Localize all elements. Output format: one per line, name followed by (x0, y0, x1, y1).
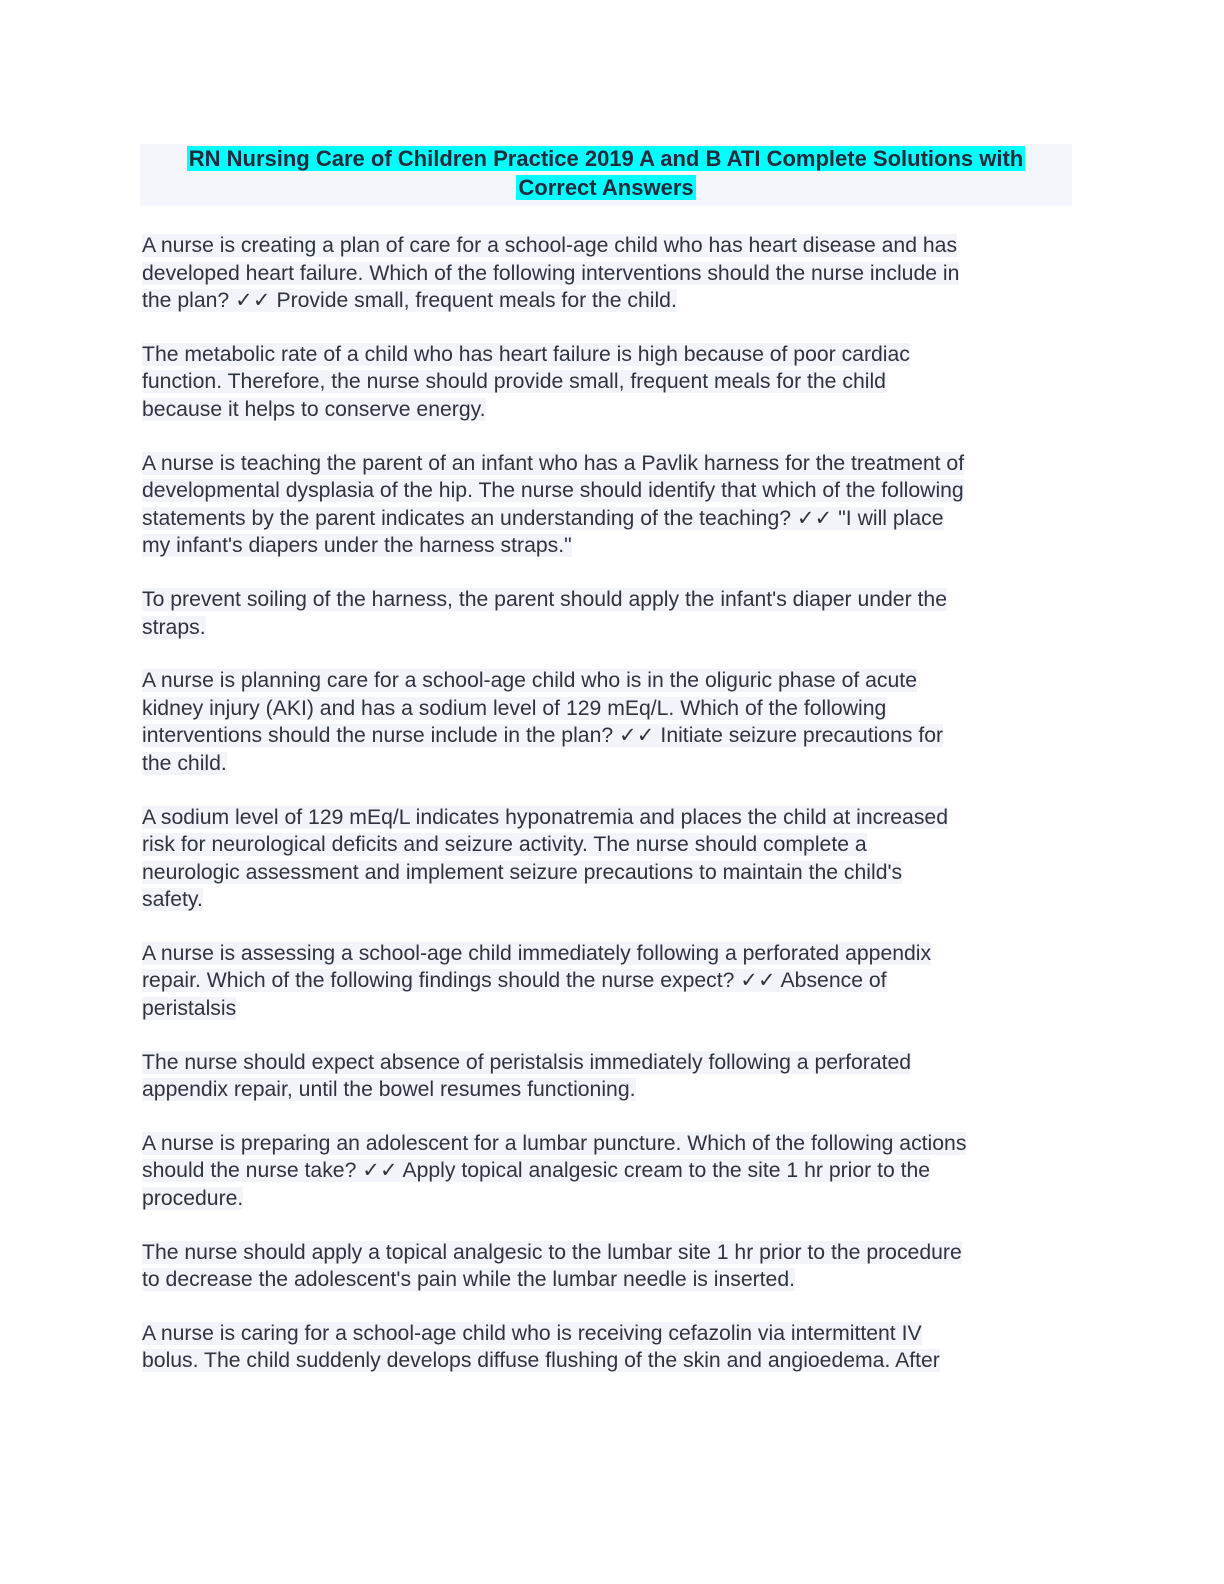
text-line: A nurse is planning care for a school-age child who is in the oliguric phase of acute (142, 669, 917, 693)
text-line: A nurse is assessing a school-age child immediately following a perforated appendix (142, 941, 932, 965)
text-line: To prevent soiling of the harness, the parent should apply the infant's diaper under the (142, 587, 947, 611)
title-line: Correct Answers (518, 175, 694, 200)
question-paragraph (142, 940, 1082, 1023)
text-line: A nurse is caring for a school-age child who is receiving cefazolin via intermittent IV (142, 1321, 922, 1345)
text-line: peristalsis (142, 997, 237, 1021)
text-line: A nurse is creating a plan of care for a school-age child who has heart disease and has (142, 234, 958, 257)
text-line: bolus. The child suddenly develops diffuse flushing of the skin and angioedema. After (142, 1349, 940, 1373)
question-paragraph (142, 450, 1082, 560)
text-line: A nurse is teaching the parent of an infant who has a Pavlik harness for the treatment of (142, 451, 965, 475)
document-body (142, 232, 1082, 1401)
text-line: risk for neurological deficits and seizure activity. The nurse should complete a (142, 833, 867, 857)
question-paragraph (142, 667, 1082, 777)
text-line: function. Therefore, the nurse should provide small, frequent meals for the child (142, 370, 886, 394)
text-line: A sodium level of 129 mEq/L indicates hyponatremia and places the child at increased (142, 805, 948, 829)
question-paragraph (142, 232, 1082, 315)
text-line: repair. Which of the following findings should the nurse expect? ✓✓ Absence of (142, 969, 887, 993)
text-line: the child. (142, 751, 227, 775)
explanation-paragraph (142, 1320, 1082, 1375)
explanation-paragraph (142, 1239, 1082, 1294)
text-line: should the nurse take? ✓✓ Apply topical analgesic cream to the site 1 hr prior to the (142, 1159, 931, 1183)
text-line: The nurse should apply a topical analgesic to the lumbar site 1 hr prior to the procedure (142, 1240, 962, 1264)
question-paragraph (142, 1130, 1082, 1213)
text-line: to decrease the adolescent's pain while the lumbar needle is inserted. (142, 1268, 796, 1292)
text-line: procedure. (142, 1187, 244, 1211)
title-line: RN Nursing Care of Children Practice 2019 A and B ATI Complete Solutions with (188, 146, 1024, 171)
text-line: neurologic assessment and implement seizure precautions to maintain the child's (142, 860, 903, 884)
text-line: safety. (142, 888, 203, 912)
text-line: straps. (142, 615, 206, 639)
explanation-paragraph (142, 1049, 1082, 1104)
explanation-paragraph (142, 341, 1082, 424)
text-line: the plan? ✓✓ Provide small, frequent meals for the child. (142, 289, 677, 313)
text-line: developmental dysplasia of the hip. The nurse should identify that which of the following (142, 479, 964, 503)
text-line: The nurse should expect absence of peristalsis immediately following a perforated (142, 1050, 912, 1074)
explanation-paragraph (142, 586, 1082, 641)
text-line: my infant's diapers under the harness straps." (142, 534, 572, 558)
text-line: appendix repair, until the bowel resumes functioning. (142, 1078, 636, 1102)
text-line: interventions should the nurse include in the plan? ✓✓ Initiate seizure precautions for (142, 724, 944, 748)
text-line: kidney injury (AKI) and has a sodium level of 129 mEq/L. Which of the following (142, 696, 887, 720)
text-line: The metabolic rate of a child who has heart failure is high because of poor cardiac (142, 342, 910, 366)
text-line: developed heart failure. Which of the following interventions should the nurse include in (142, 261, 960, 285)
text-line: statements by the parent indicates an understanding of the teaching? ✓✓ "I will place (142, 506, 944, 530)
document-title (140, 144, 1072, 206)
text-line: A nurse is preparing an adolescent for a lumbar puncture. Which of the following actions (142, 1131, 967, 1155)
explanation-paragraph (142, 804, 1082, 914)
text-line: because it helps to conserve energy. (142, 397, 486, 421)
